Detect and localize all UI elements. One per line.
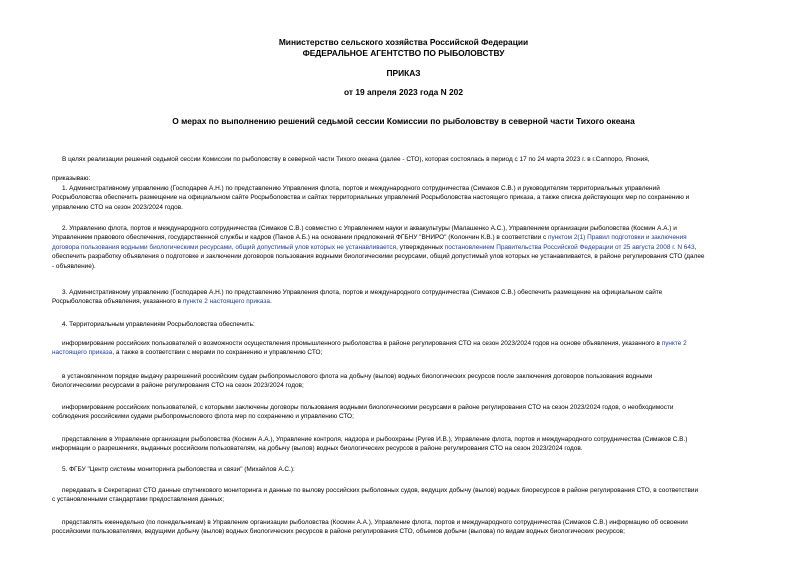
item-5-text: 5. ФГБУ "Центр системы мониторинга рыболовства и связи" (Михайлов А.С.): bbox=[62, 466, 295, 473]
item-3 bbox=[52, 288, 770, 307]
ministry-name: Министерство сельского хозяйства Российской Федерации bbox=[278, 37, 529, 47]
intro-text: В целях реализации решений седьмой сессии Комиссии по рыболовству в северной части Тихого океана (далее - СТО), которая состоялась в период с 17 по 24 марта 2023 г. в г.Саппоро, Япония, bbox=[62, 156, 650, 163]
document-title: О мерах по выполнению решений седьмой сессии Комиссии по рыболовству в северной части Тихого океана bbox=[172, 116, 635, 126]
this-order-link[interactable]: настоящего приказа bbox=[52, 349, 113, 357]
item-4 bbox=[52, 320, 770, 329]
document-date: от 19 апреля 2023 года N 202 bbox=[344, 87, 463, 97]
item-5b-line: представлять еженедельно (по понедельникам) в Управление организации рыболовства (Космин А.А.), Управление флота, портов и международного сотрудничества (Симаков С.В.) информацию об освоении bbox=[62, 519, 688, 526]
item-2-line bbox=[52, 243, 770, 252]
item-2-text: Управлением правового обеспечения, государственной службы и кадров (Панов А.Б.) на основании предложений ФГБНУ "ВНИРО" (Колончин К.В.) в соответствии с bbox=[52, 234, 549, 242]
item-4b bbox=[52, 372, 770, 391]
agency-name: ФЕДЕРАЛЬНОЕ АГЕНТСТВО ПО РЫБОЛОВСТВУ bbox=[302, 48, 505, 58]
item-1-line: управлению СТО на сезон 2023/2024 годов. bbox=[52, 203, 183, 211]
item-2-line bbox=[52, 233, 770, 242]
item-4a-line bbox=[52, 339, 770, 348]
item-2 bbox=[52, 224, 770, 271]
item-3-line: 3. Административному управлению (Господарев А.Н.) по представлению Управления флота, портов и международного сотрудничества (Симаков С.В.) обеспечить размещение на официальном сайте bbox=[62, 289, 663, 296]
item-4a-line bbox=[52, 348, 770, 357]
item-2-line: 2. Управлению флота, портов и международного сотрудничества (Симаков С.В.) совместно с Управлением науки и аквакультуры (Малашенко А.С.), Управлением организации рыболовства (Космин А.А.) и bbox=[62, 225, 677, 232]
item-4d-line: информации о разрешениях, выданных российским пользователям, на добычу (вылов) водных биологических ресурсов в районе регулирования СТО на сезон 2023/2024 годов. bbox=[52, 445, 583, 453]
item-3-text: . bbox=[269, 298, 272, 306]
order-word: приказываю: bbox=[52, 175, 91, 182]
item-5b-line: российскими пользователями, ведущими добычу (вылов) водных биологических ресурсов в районе регулирования СТО, объемов добычи (вылова) по видам водных биологических ресурсов; bbox=[52, 528, 625, 536]
item-1-line: Росрыболовства обеспечить размещение на официальном сайте Росрыболовства и сайтах территориальных управлений Росрыболовства настоящего приказа, а также списка действующих мер по сохранению и bbox=[52, 194, 690, 202]
contract-rules-link[interactable]: договора пользования водными биологическими ресурсами, общий допустимый улов которых не устанавливается bbox=[52, 243, 397, 251]
item-5a-line: передавать в Секретариат СТО данные спутникового мониторинга и данные по вылову российских рыболовных судов, ведущих добычу (вылов) водных биоресурсов в районе регулирования СТО, в соответствии bbox=[62, 487, 699, 494]
item-3-text: Росрыболовства объявления, указанного в bbox=[52, 298, 183, 306]
rules-point-link[interactable]: пунктом 2(1) Правил подготовки и заключения bbox=[548, 234, 687, 242]
item-2-text: , утвержденных bbox=[396, 243, 445, 251]
item-4-text: 4. Территориальным управлениям Росрыболовства обеспечить: bbox=[62, 321, 255, 328]
point-2-link[interactable]: пункте 2 настоящего приказа bbox=[182, 298, 270, 306]
item-4c-line: информирование российских пользователей, с которыми заключены договоры пользования водными биологическими ресурсами в районе регулирования СТО на сезон 2023/2024 годов, о необходимости bbox=[62, 404, 674, 411]
item-4a-text: информирование российских пользователей о возможности осуществления промышленного рыболовства в районе регулирования СТО на сезон 2023/2024 годов на основе объявления, указанного в bbox=[62, 340, 662, 347]
item-4b-line: биологическими ресурсами в районе регулирования СТО на сезон 2023/2024 годов; bbox=[52, 382, 304, 390]
item-1 bbox=[52, 184, 770, 212]
item-5b bbox=[52, 518, 770, 537]
item-4c-line: соблюдения российскими судами рыбопромыслового флота мер по сохранению и управлению СТО; bbox=[52, 413, 354, 421]
item-2-line: обеспечить разработку объявления о подготовке и заключении договоров пользования водными биологическими ресурсами, общий допустимый улов которых не устанавливается, в районе регулирования СТО (далее bbox=[52, 253, 705, 261]
government-decree-link[interactable]: постановлением Правительства Российской Федерации от 25 августа 2008 г. N 643 bbox=[444, 243, 695, 251]
item-2-line: - объявление). bbox=[52, 262, 96, 270]
item-4d-line: представление в Управление организации рыболовства (Космин А.А.), Управление контроля, надзора и рыбоохраны (Ругев И.В.), Управление флота, портов и международного сотрудничества (Симаков С.В.) bbox=[62, 436, 688, 443]
document-type: ПРИКАЗ bbox=[386, 68, 421, 78]
order-paragraph bbox=[52, 174, 770, 183]
item-3-line bbox=[52, 297, 770, 306]
item-4b-line: в установленном порядке выдачу разрешений российским судам рыбопромыслового флота на добычу (вылов) водных биологических ресурсов после заключения договоров пользования водными bbox=[62, 373, 653, 380]
item-5a-line: с установленными стандартами предоставления данных; bbox=[52, 496, 225, 504]
item-5 bbox=[52, 465, 770, 474]
item-4a bbox=[52, 339, 770, 358]
item-2-text: , bbox=[694, 243, 697, 251]
item-4d bbox=[52, 435, 770, 454]
item-1-line: 1. Административному управлению (Господарев А.Н.) по представлению Управления флота, портов и международного сотрудничества (Симаков С.В.) и руководителям территориальных управлений bbox=[62, 185, 660, 192]
item-5a bbox=[52, 486, 770, 505]
item-4c bbox=[52, 403, 770, 422]
point-2-link[interactable]: пункте 2 bbox=[661, 340, 687, 347]
item-4a-text: , а также в соответствии с мерами по сохранению и управлению СТО; bbox=[112, 349, 323, 357]
intro-paragraph bbox=[52, 155, 770, 164]
